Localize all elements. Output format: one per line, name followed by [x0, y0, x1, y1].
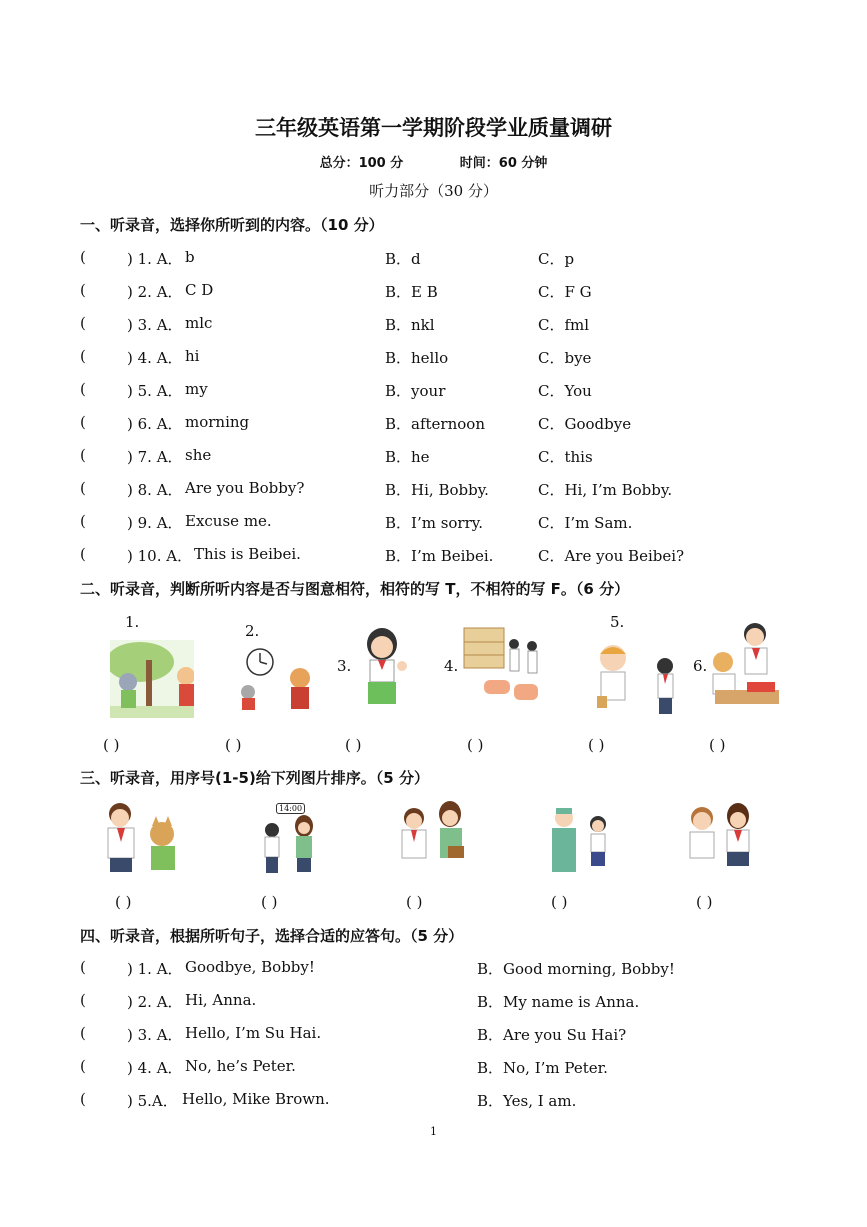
question-number: ) 3. A．: [127, 316, 183, 334]
picture-number: 1.: [125, 613, 140, 631]
option-b[interactable]: B．I’m Beibei.: [385, 547, 494, 565]
option-a[interactable]: Are you Bobby?: [185, 479, 305, 497]
listening-part-heading: 听力部分（30 分）: [369, 182, 498, 200]
question-number: ) 7. A．: [127, 448, 183, 466]
page-number: 1: [430, 1125, 437, 1138]
picture-number: 6.: [693, 657, 708, 675]
option-b[interactable]: B．nkl: [385, 316, 435, 334]
option-a[interactable]: Excuse me.: [185, 512, 272, 530]
answer-paren[interactable]: (: [80, 958, 86, 976]
question-row: [80, 413, 800, 435]
answer-paren[interactable]: (: [80, 248, 86, 266]
question-row: [80, 380, 800, 402]
picture-boy-and-cat: [96, 800, 184, 876]
answer-blank[interactable]: ( ): [709, 736, 726, 754]
page-title: 三年级英语第一学期阶段学业质量调研: [255, 116, 612, 140]
exam-time: 时间：60 分钟: [459, 156, 548, 171]
picture-number: 5.: [610, 613, 625, 631]
answer-blank[interactable]: ( ): [406, 893, 423, 911]
option-b[interactable]: B．d: [385, 250, 421, 268]
picture-number: 2.: [245, 622, 260, 640]
answer-paren[interactable]: (: [80, 512, 86, 530]
option-b[interactable]: B．My name is Anna.: [477, 993, 640, 1011]
question-row: [80, 281, 800, 303]
question-row: [80, 1057, 800, 1079]
question-row: [80, 314, 800, 336]
option-c[interactable]: C．this: [538, 448, 593, 466]
answer-paren[interactable]: (: [80, 545, 86, 563]
option-a[interactable]: Hi, Anna.: [185, 991, 257, 1009]
question-number: ) 3. A．: [127, 1026, 183, 1044]
answer-paren[interactable]: (: [80, 314, 86, 332]
question-row: [80, 545, 800, 567]
answer-paren[interactable]: (: [80, 1057, 86, 1075]
option-a[interactable]: she: [185, 446, 212, 464]
question-number: ) 4. A．: [127, 349, 183, 367]
question-row: [80, 1024, 800, 1046]
answer-paren[interactable]: (: [80, 479, 86, 497]
option-a[interactable]: Hello, Mike Brown.: [182, 1090, 330, 1108]
option-c[interactable]: C．bye: [538, 349, 592, 367]
option-c[interactable]: C．Goodbye: [538, 415, 632, 433]
option-a[interactable]: b: [185, 248, 195, 266]
picture-cat-and-boy-in-park: [110, 640, 194, 718]
picture-number: 4.: [444, 657, 459, 675]
question-number: ) 10. A．: [127, 547, 193, 565]
option-b[interactable]: B．afternoon: [385, 415, 485, 433]
answer-blank[interactable]: ( ): [103, 736, 120, 754]
option-b[interactable]: B．your: [385, 382, 446, 400]
answer-blank[interactable]: ( ): [261, 893, 278, 911]
total-score: 总分：100 分: [319, 156, 404, 171]
picture-students-at-desk: [707, 620, 781, 714]
clock-display: 14:00: [276, 803, 305, 814]
option-c[interactable]: C．fml: [538, 316, 590, 334]
option-c[interactable]: C．Hi, I’m Bobby.: [538, 481, 673, 499]
option-a[interactable]: This is Beibei.: [194, 545, 301, 563]
option-a[interactable]: my: [185, 380, 208, 398]
picture-clock-mouse-and-cat: [234, 646, 320, 716]
answer-blank[interactable]: ( ): [345, 736, 362, 754]
answer-paren[interactable]: (: [80, 281, 86, 299]
option-b[interactable]: B．he: [385, 448, 430, 466]
option-a[interactable]: C D: [185, 281, 214, 299]
picture-girl-waving: [352, 626, 414, 706]
option-b[interactable]: B．Good morning, Bobby!: [477, 960, 675, 978]
option-a[interactable]: mlc: [185, 314, 213, 332]
option-c[interactable]: C．I’m Sam.: [538, 514, 633, 532]
picture-number: 3.: [337, 657, 352, 675]
question-row: [80, 512, 800, 534]
option-b[interactable]: B．Yes, I am.: [477, 1092, 577, 1110]
question-number: ) 5.A．: [127, 1092, 178, 1110]
section-3-heading: 三、听录音，用序号(1-5)给下列图片排序。（5 分）: [80, 769, 429, 787]
option-a[interactable]: hi: [185, 347, 200, 365]
option-b[interactable]: B．E B: [385, 283, 438, 301]
answer-blank[interactable]: ( ): [551, 893, 568, 911]
answer-paren[interactable]: (: [80, 446, 86, 464]
exam-info: [0, 152, 867, 171]
option-b[interactable]: B．Hi, Bobby.: [385, 481, 489, 499]
question-row: [80, 248, 800, 270]
answer-blank[interactable]: ( ): [588, 736, 605, 754]
picture-boy-and-girl-with-bag: [394, 800, 474, 876]
answer-paren[interactable]: (: [80, 991, 86, 1009]
question-number: ) 1. A．: [127, 250, 183, 268]
answer-blank[interactable]: ( ): [467, 736, 484, 754]
answer-blank[interactable]: ( ): [115, 893, 132, 911]
question-row: [80, 1090, 800, 1112]
answer-paren[interactable]: (: [80, 413, 86, 431]
question-row: [80, 446, 800, 468]
option-c[interactable]: C．F G: [538, 283, 592, 301]
option-b[interactable]: B．I’m sorry.: [385, 514, 484, 532]
answer-paren[interactable]: (: [80, 1024, 86, 1042]
question-number: ) 2. A．: [127, 283, 183, 301]
option-b[interactable]: B．Are you Su Hai?: [477, 1026, 627, 1044]
option-a[interactable]: Goodbye, Bobby!: [185, 958, 315, 976]
question-number: ) 4. A．: [127, 1059, 183, 1077]
question-row: [80, 958, 800, 980]
option-c[interactable]: C．p: [538, 250, 575, 268]
option-a[interactable]: morning: [185, 413, 250, 431]
question-number: ) 9. A．: [127, 514, 183, 532]
option-b[interactable]: B．No, I’m Peter.: [477, 1059, 608, 1077]
option-c[interactable]: C．You: [538, 382, 592, 400]
option-c[interactable]: C．Are you Beibei?: [538, 547, 685, 565]
answer-paren[interactable]: (: [80, 347, 86, 365]
option-a[interactable]: No, he’s Peter.: [185, 1057, 296, 1075]
picture-nurse-and-girl: [546, 804, 612, 876]
question-row: [80, 991, 800, 1013]
picture-two-boys: [593, 640, 685, 720]
section-2-heading: 二、听录音，判断所听内容是否与图意相符，相符的写 T，不相符的写 F。（6 分）: [80, 580, 630, 598]
question-number: ) 6. A．: [127, 415, 183, 433]
question-row: [80, 479, 800, 501]
answer-blank[interactable]: ( ): [696, 893, 713, 911]
question-number: ) 1. A．: [127, 960, 183, 978]
answer-blank[interactable]: ( ): [225, 736, 242, 754]
picture-boy-and-girl-greeting: [682, 800, 762, 876]
option-b[interactable]: B．hello: [385, 349, 449, 367]
question-number: ) 8. A．: [127, 481, 183, 499]
question-number: ) 2. A．: [127, 993, 183, 1011]
picture-library-children: [462, 624, 544, 706]
answer-paren[interactable]: (: [80, 1090, 86, 1108]
option-a[interactable]: Hello, I’m Su Hai.: [185, 1024, 322, 1042]
picture-boy-and-girl-afternoon: [254, 814, 324, 876]
question-number: ) 5. A．: [127, 382, 183, 400]
question-row: [80, 347, 800, 369]
section-1-heading: 一、听录音，选择你所听到的内容。（10 分）: [80, 216, 384, 234]
answer-paren[interactable]: (: [80, 380, 86, 398]
section-4-heading: 四、听录音，根据所听句子，选择合适的应答句。（5 分）: [80, 927, 464, 945]
